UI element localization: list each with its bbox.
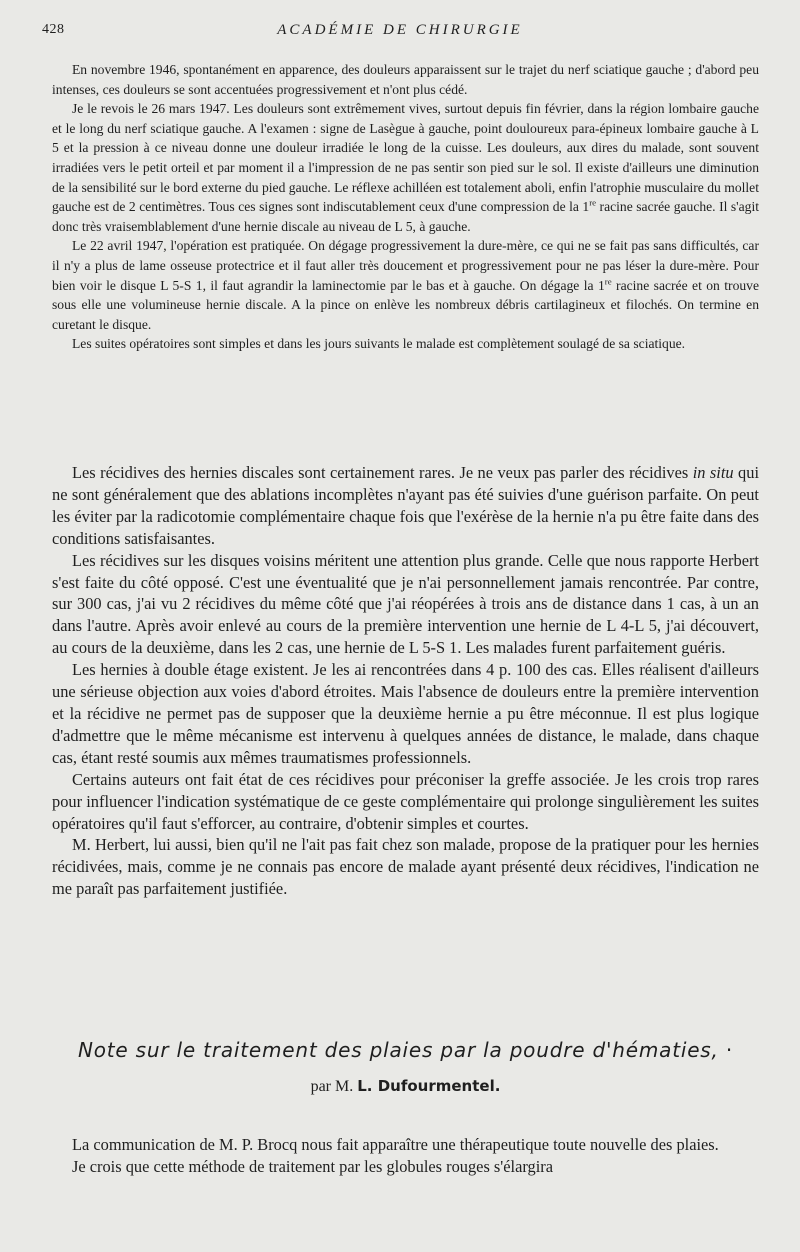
paragraph (52, 60, 759, 99)
note-title-text: Note sur le traitement des plaies par la poudre d'hématies, (77, 1038, 719, 1062)
paragraph (52, 236, 759, 334)
paragraph-text: Les récidives sur les disques voisins méritent une attention plus grande. Celle que nous rapporte Herbert s'est faite du côté opposé. C'est une éventualité que je n'ai personnellement jamais rencontrée. Par contre, sur 300 cas, j'ai vu 2 récidives du même côté que j'ai réopérées à trois ans de distance dans 1 cas, à un an dans l'autre. Après avoir enlevé au cours de la première intervention une hernie de L 4-L 5, j'ai découvert, au cours de la deuxième, dans les 2 cas, une hernie de L 5-S 1. Les malades furent parfaitement guéris. (52, 550, 759, 658)
paragraph (52, 334, 759, 354)
paragraph-text: racine sacrée et on trouve sous elle une volumineuse hernie discale. A la pince on enlève les nombreux débris cartilagineux et filochés. On termine en curetant le disque. (52, 277, 759, 332)
italic-phrase: in situ (692, 463, 734, 482)
paragraph (52, 1134, 759, 1156)
paragraph-text: M. Herbert, lui aussi, bien qu'il ne l'ait pas fait chez son malade, propose de la pratiquer pour les hernies récidivées, mais, comme je ne connais pas encore de malade ayant présenté deux récidives, l'indication ne me paraît pas parfaitement justifiée. (52, 835, 759, 899)
paragraph-text: Les récidives des hernies discales sont certainement rares. Je ne veux pas parler des récidives (72, 463, 693, 482)
superscript: re (604, 276, 612, 286)
paragraph-text: Je crois que cette méthode de traitement par les globules rouges s'élargira (72, 1156, 553, 1176)
paragraph (52, 834, 759, 900)
paragraph (52, 769, 759, 835)
paragraph-text: Le 22 avril 1947, l'opération est pratiquée. On dégage progressivement la dure-mère, ce qui ne se fait pas sans difficultés, car il n'y a plus de lame osseuse protectrice et il faut aller très doucement et progressivement pour ne pas léser la dure-mère. Pour bien voir le disque L 5-S 1, il faut agrandir la laminectomie par le bas et à gauche. On dégage la 1 (52, 238, 759, 293)
byline-prefix: par M. (310, 1078, 354, 1095)
note-byline (52, 1077, 759, 1096)
discussion-section (52, 462, 759, 900)
paragraph-text: La communication de M. P. Brocq nous fait apparaître une thérapeutique toute nouvelle des plaies. (72, 1135, 719, 1154)
paragraph-text: Les hernies à double étage existent. Je les ai rencontrées dans 4 p. 100 des cas. Elles réalisent d'ailleurs une sérieuse objection aux voies d'abord étroites. Mais l'absence de douleurs entre la première intervention et la récidive ne permet pas de supposer que la deuxième hernie a pu être méconnue. Il est plus logique d'admettre que le même mécanisme est intervenu à quelques années de distance, le malade, dans chaque cas, étant resté soumis aux mêmes traumatismes professionnels. (52, 660, 759, 767)
paragraph-text: En novembre 1946, spontanément en apparence, des douleurs apparaissent sur le trajet du nerf sciatique gauche ; d'abord peu intenses, ces douleurs se sont accentuées progressivement et n'ont plus cédé. (52, 62, 759, 97)
note-body (52, 1134, 759, 1178)
paragraph (52, 99, 759, 236)
paragraph (52, 462, 759, 550)
paragraph-text: qui ne sont généralement que des ablations incomplètes n'ayant pas été suivies d'une guérison parfaite. On peut les éviter par la radicotomie complémentaire chaque fois que l'exérèse de la hernie n'a pu être faite dans des conditions satisfaisantes. (52, 463, 759, 548)
note-title (52, 1038, 759, 1062)
note-title-mark: · (725, 1038, 734, 1062)
paragraph (52, 1156, 759, 1178)
paragraph (52, 659, 759, 769)
page-number: 428 (42, 22, 65, 37)
paragraph-text: Je le revois le 26 mars 1947. Les douleurs sont extrêmement vives, surtout depuis fin février, dans la région lombaire gauche et le long du nerf sciatique gauche. A l'examen : signe de Lasègue à gauche, point douloureux para-épineux lombaire gauche à L 5 et la pression à ce niveau donne une douleur irradiée le long de la cuisse. Les douleurs, aux dires du malade, sont souvent irradiées vers le petit orteil et par moment il a l'impression de ne pas sentir son pied sur le sol. Il existe d'ailleurs une diminution de la sensibilité sur le bord externe du pied gauche. Le réflexe achilléen est totalement aboli, enfin l'atrophie musculaire du mollet gauche est de 2 centimètres. Tous ces signes sont indiscutablement ceux d'une compression de la 1 (52, 101, 759, 215)
superscript: re (589, 197, 597, 208)
paragraph-text: Les suites opératoires sont simples et dans les jours suivants le malade est complètement soulagé de sa sciatique. (72, 336, 686, 352)
paragraph-text: racine sacrée gauche. Il s'agit donc très vraisemblablement d'une hernie discale au niveau de L 5, à gauche. (52, 199, 759, 234)
paragraph-text: Certains auteurs ont fait état de ces récidives pour préconiser la greffe associée. Je les crois trop rares pour influencer l'indication systématique de ce geste complémentaire qui prolonge singulièrement les suites opératoires qu'il faut s'efforcer, au contraire, d'obtenir simples et courtes. (52, 769, 759, 833)
running-head: ACADÉMIE DE CHIRURGIE (277, 22, 523, 38)
paragraph (52, 550, 759, 660)
author-name: L. Dufourmentel. (357, 1077, 501, 1095)
case-report-section (52, 60, 759, 354)
